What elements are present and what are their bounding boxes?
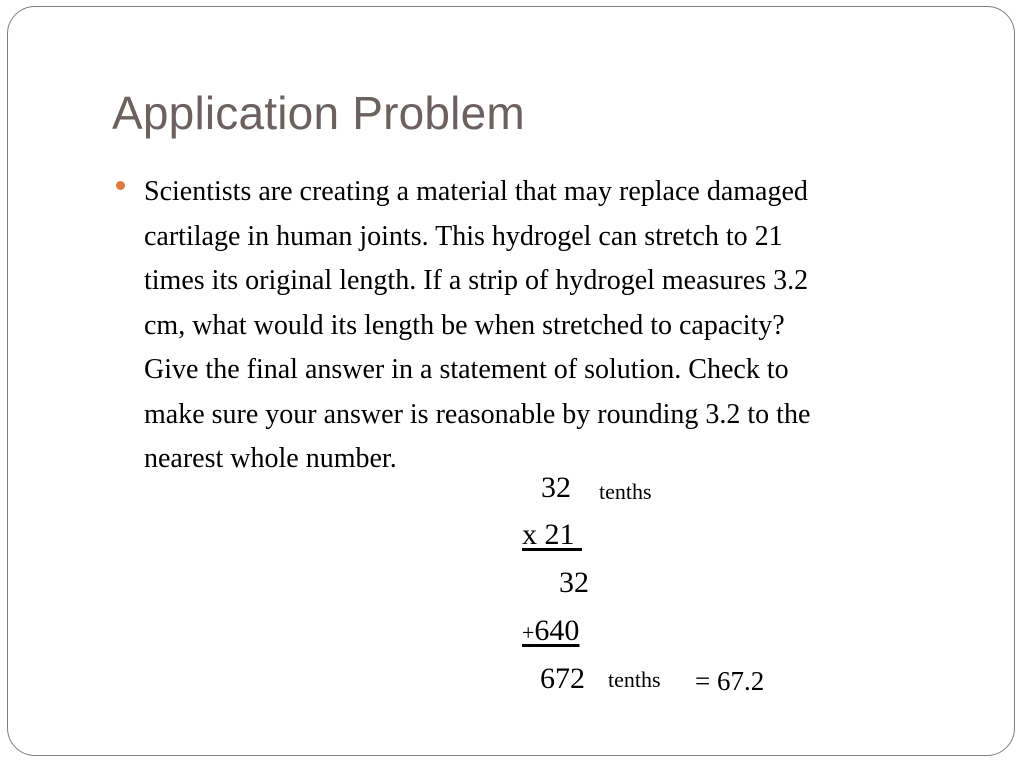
bullet-icon [116,181,125,190]
slide-title: Application Problem [112,87,525,139]
final-result: = 67.2 [695,666,765,696]
multiplicand-unit: tenths [599,479,652,504]
multiplicand: 32 [541,471,571,504]
product: 672 [540,662,585,695]
problem-text [144,170,964,482]
problem-line: times its original length. If a strip of hydrogel measures 3.2 [144,265,809,296]
multiplier [522,518,582,552]
problem-line: cartilage in human joints. This hydrogel can stretch to 21 [144,220,783,252]
problem-line: nearest whole number. [144,443,397,474]
problem-line: cm, what would its length be when stretched to capacity? [144,309,785,341]
partial-product-2 [522,614,579,648]
product-unit: tenths [608,667,661,692]
plus-sign: + [522,620,535,645]
problem-line: Give the final answer in a statement of solution. Check to [144,354,789,385]
problem-line: make sure your answer is reasonable by rounding 3.2 to the [144,398,811,430]
problem-line: Scientists are creating a material that may replace damaged [144,176,808,207]
multiplier-text: x 21 [522,518,575,551]
partial-product-1: 32 [559,566,589,599]
partial-product-2-value: 640 [534,614,580,647]
